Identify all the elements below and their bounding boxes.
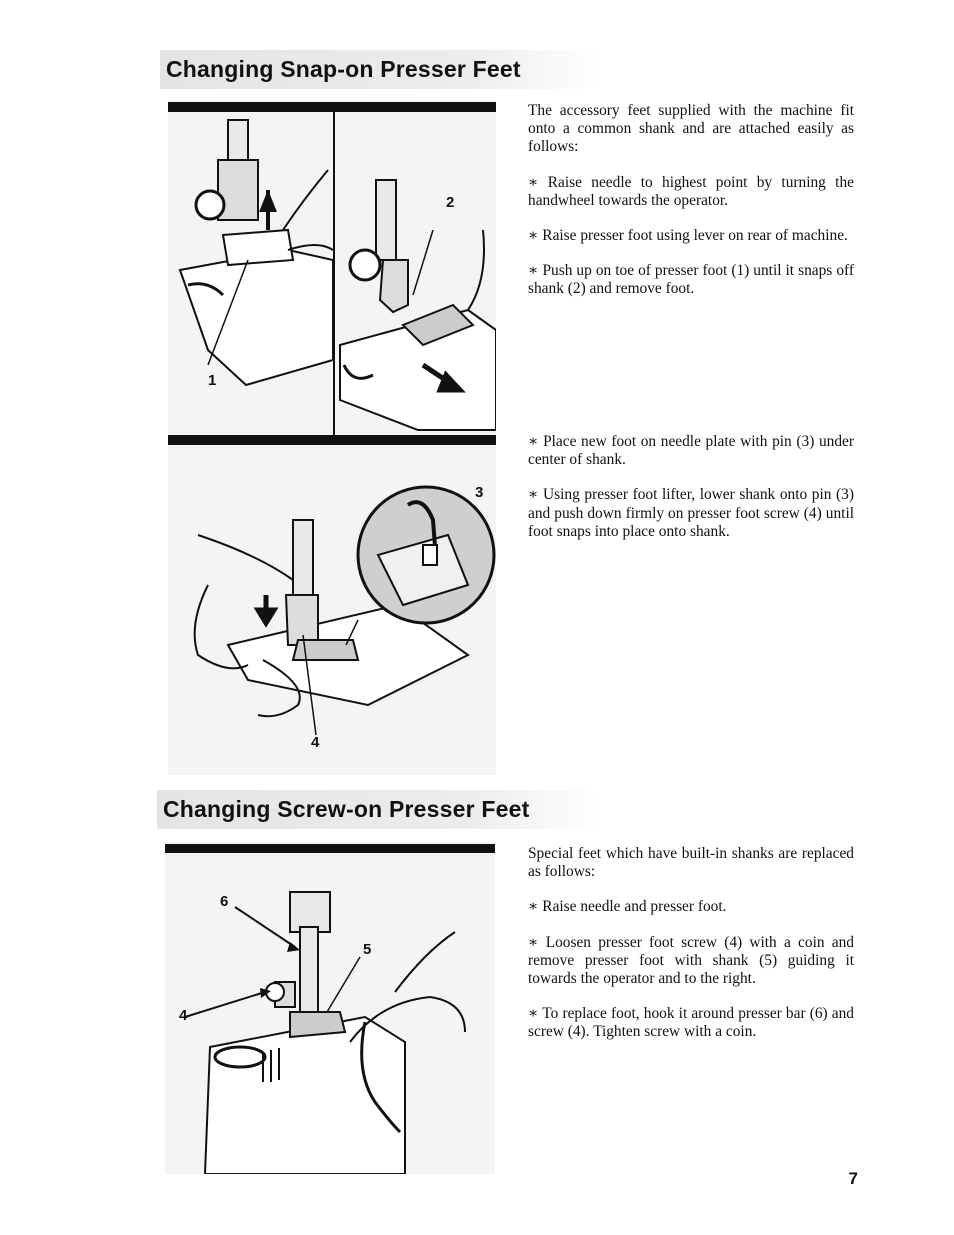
callout-4: 4 [311,734,320,751]
callout-4b: 4 [179,1007,188,1024]
instructions-snap-on-bottom [528,433,854,558]
figure-remove-snap-on-foot [168,100,496,445]
callout-1: 1 [208,372,217,389]
paragraph: ∗ Loosen presser foot screw (4) with a coin and remove presser foot with shank (5) guiding it towards the operator and to the right. [528,933,854,988]
section-heading-snap-on: Changing Snap-on Presser Feet [160,50,598,89]
paragraph: ∗ Raise needle to highest point by turning the handwheel towards the operator. [528,173,854,209]
figure-attach-snap-on-foot [168,445,496,775]
paragraph: Special feet which have built-in shanks are replaced as follows: [528,845,854,881]
callout-6: 6 [220,893,229,910]
paragraph: ∗ Push up on toe of presser foot (1) until it snaps off shank (2) and remove foot. [528,262,854,298]
callout-5: 5 [363,941,372,958]
instructions-screw-on [528,845,854,1059]
callout-3: 3 [475,484,484,501]
paragraph: ∗ Raise needle and presser foot. [528,898,727,916]
paragraph: The accessory feet supplied with the machine fit onto a common shank and are attached easily as follows: [528,102,854,156]
callout-2: 2 [446,194,455,211]
section-heading-screw-on: Changing Screw-on Presser Feet [157,790,599,829]
paragraph: ∗ Place new foot on needle plate with pin (3) under center of shank. [528,433,854,469]
page-number: 7 [848,1169,858,1188]
paragraph: ∗ Using presser foot lifter, lower shank onto pin (3) and push down firmly on presser foot screw (4) until foot snaps into place onto shank. [528,486,854,540]
paragraph: ∗ Raise presser foot using lever on rear of machine. [528,227,848,245]
figure-screw-on-foot [165,842,495,1174]
instructions-snap-on-top [528,102,854,316]
paragraph: ∗ To replace foot, hook it around presser bar (6) and screw (4). Tighten screw with a coin. [528,1005,854,1041]
